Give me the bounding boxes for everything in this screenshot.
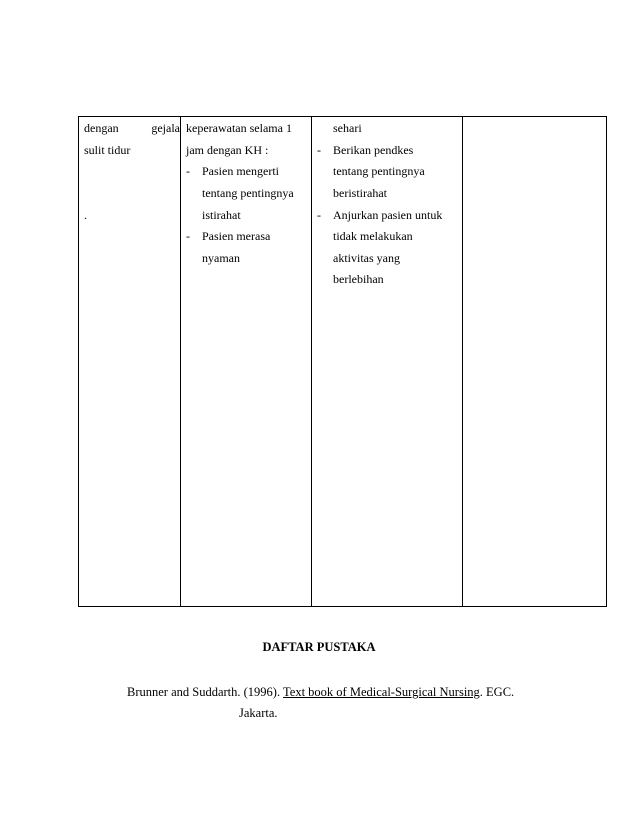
list-dash: - <box>317 143 321 157</box>
reference-title: Text book of Medical-Surgical Nursing <box>283 685 480 699</box>
cell-line: jam dengan KH : <box>186 143 269 157</box>
table-divider-3 <box>462 116 463 607</box>
table-divider-2 <box>311 116 312 607</box>
table-divider-1 <box>180 116 181 607</box>
table-border-top <box>78 116 607 117</box>
list-item-text: nyaman <box>202 251 240 265</box>
cell-word: dengan <box>84 121 119 135</box>
list-item-text: tentang pentingnya <box>202 186 294 200</box>
references-heading: DAFTAR PUSTAKA <box>262 640 376 654</box>
list-item-text: istirahat <box>202 208 241 222</box>
list-item-text: tidak melakukan <box>333 229 413 243</box>
list-item-text: aktivitas yang <box>333 251 400 265</box>
reference-city: Jakarta. <box>239 706 278 720</box>
table-border-right <box>606 116 607 607</box>
list-item-text: tentang pentingnya <box>333 164 425 178</box>
reference-entry <box>127 685 514 700</box>
cell-line: sulit tidur <box>84 143 131 157</box>
table-border-bottom <box>78 606 607 607</box>
list-item-text: Pasien mengerti <box>202 164 279 178</box>
list-item-text: Berikan pendkes <box>333 143 414 157</box>
list-item-text: berlebihan <box>333 272 384 286</box>
table <box>78 116 607 607</box>
cell-word: gejala <box>151 121 180 135</box>
cell-line <box>84 121 180 135</box>
reference-authors: Brunner and Suddarth. (1996). <box>127 685 281 699</box>
list-item-text: Pasien merasa <box>202 229 271 243</box>
table-border-left <box>78 116 79 607</box>
cell-line: sehari <box>333 121 362 135</box>
list-dash: - <box>186 229 190 243</box>
list-dash: - <box>186 164 190 178</box>
cell-line: . <box>84 208 87 222</box>
list-item-text: beristirahat <box>333 186 387 200</box>
reference-publisher: . EGC. <box>479 685 515 699</box>
list-dash: - <box>317 208 321 222</box>
cell-line: keperawatan selama 1 <box>186 121 292 135</box>
list-item-text: Anjurkan pasien untuk <box>333 208 443 222</box>
